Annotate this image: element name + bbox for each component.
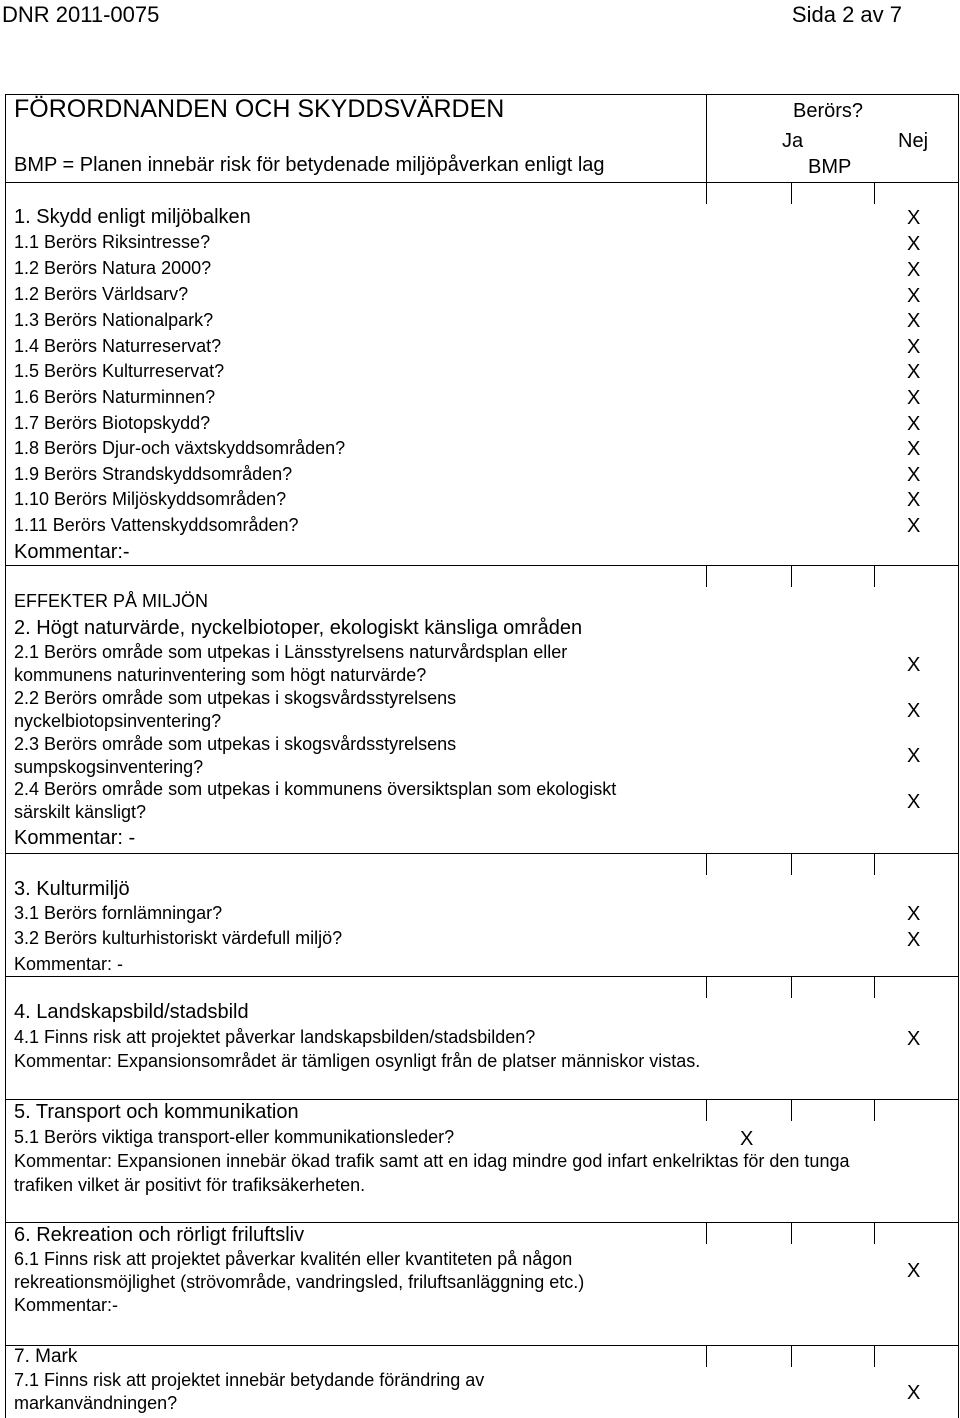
section-divider: [6, 976, 958, 977]
section-6-title: 6. Rekreation och rörligt friluftsliv: [14, 1224, 305, 1246]
answer-mark: X: [907, 515, 921, 537]
section-5-comment-line1: Kommentar: Expansionen innebär ökad trafik samt att en idag mindre god infart enkelriktas för den tunga: [14, 1151, 850, 1171]
column-header-yes: Ja: [782, 130, 804, 152]
column-divider: [874, 565, 875, 587]
header-divider: [6, 182, 958, 183]
question-1-8: 1.8 Berörs Djur-och växtskyddsområden?: [14, 438, 346, 458]
section-5-title: 5. Transport och kommunikation: [14, 1101, 299, 1123]
question-1-10: 1.10 Berörs Miljöskyddsområden?: [14, 489, 287, 509]
question-1-2-natura: 1.2 Berörs Natura 2000?: [14, 258, 212, 278]
column-divider: [791, 1345, 792, 1367]
column-divider: [791, 976, 792, 998]
answer-mark: X: [907, 489, 921, 511]
answer-mark: X: [907, 336, 921, 358]
question-1-9: 1.9 Berörs Strandskyddsområden?: [14, 464, 293, 484]
question-5-1: 5.1 Berörs viktiga transport-eller kommunikationsleder?: [14, 1127, 455, 1147]
effects-heading: EFFEKTER PÅ MILJÖN: [14, 591, 209, 611]
column-header-no: Nej: [898, 130, 929, 152]
column-divider: [874, 853, 875, 875]
section-7-title: 7. Mark: [14, 1346, 78, 1367]
question-2-3-line1: 2.3 Berörs område som utpekas i skogsvårdsstyrelsens: [14, 734, 457, 754]
section-4-comment: Kommentar: Expansionsområdet är tämligen osynligt från de platser människor vistas.: [14, 1051, 701, 1071]
answer-mark: X: [907, 285, 921, 307]
question-6-1-line1: 6.1 Finns risk att projektet påverkar kvalitén eller kvantiteten på någon: [14, 1249, 573, 1269]
question-2-1-line1: 2.1 Berörs område som utpekas i Länsstyrelsens naturvårdsplan eller: [14, 642, 568, 662]
question-1-3: 1.3 Berörs Nationalpark?: [14, 310, 214, 330]
column-divider: [706, 853, 707, 875]
answer-mark: X: [907, 438, 921, 460]
question-2-3-line2: sumpskogsinventering?: [14, 757, 204, 777]
column-divider: [874, 1099, 875, 1121]
section-5-comment-line2: trafiken vilket är positivt för trafiksäkerheten.: [14, 1175, 366, 1195]
answer-mark: X: [907, 361, 921, 383]
column-divider: [791, 1222, 792, 1244]
column-divider: [874, 1345, 875, 1367]
assessment-form: [5, 94, 959, 1418]
document-number: DNR 2011-0075: [2, 2, 160, 27]
answer-mark: X: [907, 207, 921, 229]
answer-mark: X: [907, 413, 921, 435]
column-divider: [791, 853, 792, 875]
section-4-title: 4. Landskapsbild/stadsbild: [14, 1001, 249, 1023]
question-1-6: 1.6 Berörs Naturminnen?: [14, 387, 216, 407]
question-1-4: 1.4 Berörs Naturreservat?: [14, 336, 222, 356]
answer-mark: X: [907, 259, 921, 281]
column-divider: [706, 565, 707, 587]
column-divider: [791, 1099, 792, 1121]
answer-mark: X: [907, 1382, 921, 1404]
column-divider: [874, 976, 875, 998]
section-divider: [6, 1222, 958, 1223]
answer-mark: X: [907, 903, 921, 925]
answer-mark: X: [907, 233, 921, 255]
column-divider: [791, 182, 792, 204]
answer-mark: X: [907, 1028, 921, 1050]
section-1-title: 1. Skydd enligt miljöbalken: [14, 206, 251, 228]
page-number: Sida 2 av 7: [791, 2, 902, 27]
section-3-title: 3. Kulturmiljö: [14, 878, 130, 900]
column-divider: [706, 94, 707, 204]
section-divider: [6, 853, 958, 854]
answer-mark: X: [907, 929, 921, 951]
question-1-1: 1.1 Berörs Riksintresse?: [14, 232, 211, 252]
question-7-1-line1: 7.1 Finns risk att projektet innebär betydande förändring av: [14, 1370, 485, 1390]
question-7-1-line2: markanvändningen?: [14, 1393, 178, 1413]
answer-mark: X: [907, 791, 921, 813]
answer-mark: X: [907, 387, 921, 409]
question-6-1-line2: rekreationsmöjlighet (strövområde, vandringsled, friluftsanläggning etc.): [14, 1272, 585, 1292]
section-2-comment: Kommentar: -: [14, 827, 136, 849]
answer-mark: X: [740, 1128, 754, 1150]
answer-mark: X: [907, 464, 921, 486]
column-divider: [706, 1222, 707, 1244]
question-2-4-line2: särskilt känsligt?: [14, 802, 147, 822]
question-1-2-varldsarv: 1.2 Berörs Världsarv?: [14, 284, 189, 304]
column-divider: [874, 182, 875, 204]
column-divider: [706, 1345, 707, 1367]
section-1-comment: Kommentar:-: [14, 541, 130, 563]
column-divider: [874, 1222, 875, 1244]
question-3-1: 3.1 Berörs fornlämningar?: [14, 903, 223, 923]
answer-mark: X: [907, 1260, 921, 1282]
question-3-2: 3.2 Berörs kulturhistoriskt värdefull miljö?: [14, 928, 343, 948]
question-2-2-line2: nyckelbiotopsinventering?: [14, 711, 222, 731]
question-2-4-line1: 2.4 Berörs område som utpekas i kommunens översiktsplan som ekologiskt: [14, 779, 617, 799]
question-2-1-line2: kommunens naturinventering som högt naturvärde?: [14, 665, 427, 685]
section-6-comment: Kommentar:-: [14, 1295, 119, 1315]
question-2-2-line1: 2.2 Berörs område som utpekas i skogsvårdsstyrelsens: [14, 688, 457, 708]
column-divider: [791, 565, 792, 587]
answer-mark: X: [907, 310, 921, 332]
section-divider: [6, 1345, 958, 1346]
answer-mark: X: [907, 700, 921, 722]
section-3-comment: Kommentar: -: [14, 954, 124, 974]
form-title: FÖRORDNANDEN OCH SKYDDSVÄRDEN: [14, 95, 505, 123]
answer-mark: X: [907, 745, 921, 767]
column-header-affected: Berörs?: [793, 100, 864, 122]
question-1-5: 1.5 Berörs Kulturreservat?: [14, 361, 225, 381]
question-4-1: 4.1 Finns risk att projektet påverkar landskapsbilden/stadsbilden?: [14, 1027, 536, 1047]
form-subtitle: BMP = Planen innebär risk för betydenade miljöpåverkan enligt lag: [14, 154, 605, 176]
section-divider: [6, 565, 958, 566]
column-divider: [706, 1099, 707, 1121]
page-header: [0, 0, 960, 30]
column-divider: [706, 976, 707, 998]
question-1-7: 1.7 Berörs Biotopskydd?: [14, 413, 211, 433]
question-1-11: 1.11 Berörs Vattenskyddsområden?: [14, 515, 299, 535]
section-2-title: 2. Högt naturvärde, nyckelbiotoper, ekologiskt känsliga områden: [14, 617, 583, 639]
answer-mark: X: [907, 654, 921, 676]
section-divider: [6, 1099, 958, 1100]
column-header-bmp: BMP: [808, 156, 852, 178]
